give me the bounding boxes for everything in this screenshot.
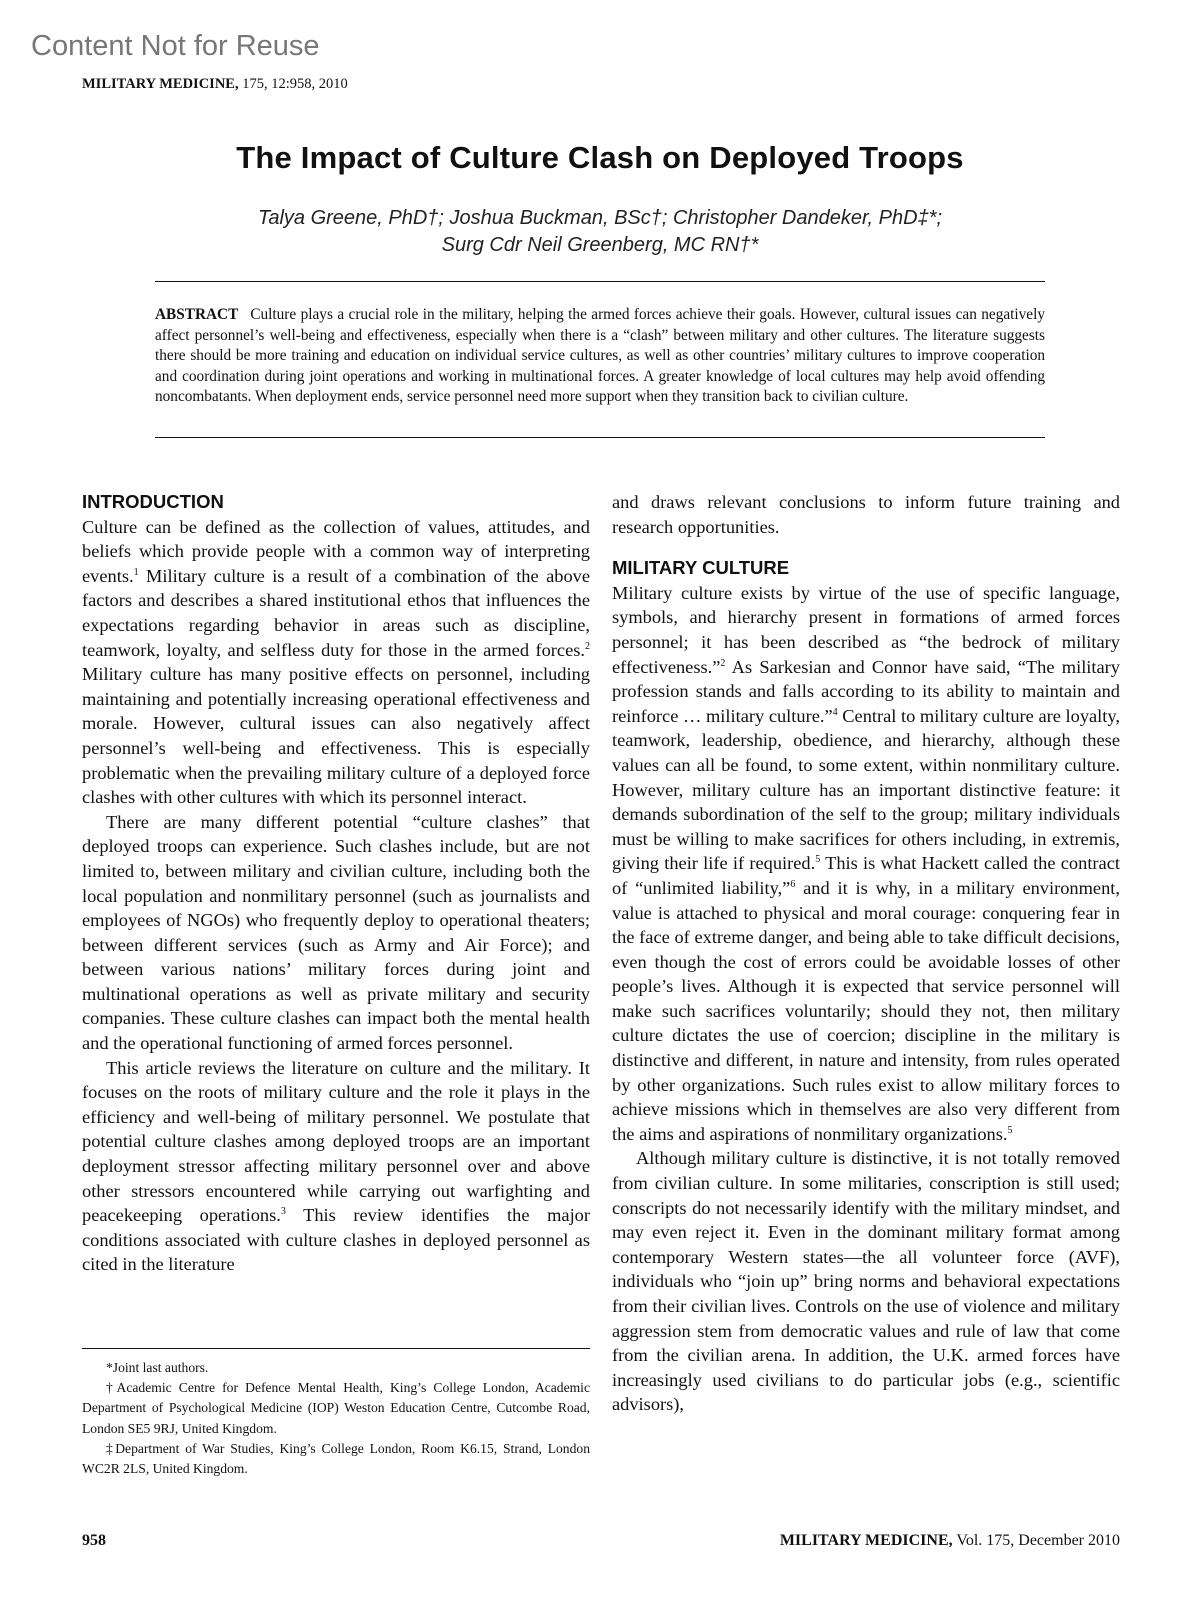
citation-ref: 5 bbox=[815, 854, 821, 866]
military-culture-paragraph-2: Although military culture is distinctive, it is not totally removed from civilian culture. In some militaries, conscription is still used; conscripts do not necessarily identify with the military mindset, and may even reject it. Even in the dominant military format among contemporary Western states—the all volunteer force (AVF), individuals who “join up” bring norms and behavioral expectations from their civilian lives. Controls on the use of violence and military aggression stem from democratic values and rule of law that come from the civilian arena. In addition, the U.K. armed forces have increasingly used civilians to do particular jobs (e.g., scientific advisors), bbox=[612, 1148, 1120, 1415]
section-heading-introduction: INTRODUCTION bbox=[82, 491, 224, 512]
article-title: The Impact of Culture Clash on Deployed Troops bbox=[236, 140, 964, 175]
citation-ref: 6 bbox=[790, 878, 796, 890]
section-heading-military-culture: MILITARY CULTURE bbox=[612, 557, 790, 579]
intro-paragraph-1: Culture can be defined as the collection of values, attitudes, and beliefs which provide people with a common way of interpreting events.$^1$ Military culture is a result of a combination of the above factors and describes a shared institutional ethos that influences the expectations regarding behavior in areas such as discipline, teamwork, loyalty, and selfless duty for those in the armed forces.$^2$ Military culture has many positive effects on personnel, including maintaining and potentially increasing operational effectiveness and morale. However, cultural issues can also negatively affect personnel’s well-being and effectiveness. This is especially problematic when the prevailing military culture of a deployed force clashes with other cultures with which its personnel interact. bbox=[82, 516, 590, 808]
author-line-1: Talya Greene, PhD†; Joshua Buckman, BSc†; Christopher Dandeker, PhD‡*; bbox=[257, 207, 943, 229]
intro-paragraph-3: This article reviews the literature on culture and the military. It focuses on the roots of military culture and the role it plays in the efficiency and well-being of military personnel. We postulate that potential culture clashes among deployed troops are an important deployment stressor affecting military personnel over and above other stressors encountered while carrying out warfighting and peacekeeping operations.$^3$ This review identifies the major conditions associated with culture clashes in deployed personnel as cited in the literature bbox=[82, 1057, 590, 1275]
intro-paragraph-2: There are many different potential “culture clashes” that deployed troops can experience. Such clashes include, but are not limited to, between military and civilian culture, including both the local population and nonmilitary personnel (such as journalists and employees of NGOs) who frequently deploy to operational theaters; between different services (such as Army and Air Force); and between various nations’ military forces during joint and multinational operations as well as private military and security companies. These culture clashes can impact both the mental health and the operational functioning of armed forces personnel. bbox=[82, 811, 590, 1054]
abstract-top-rule bbox=[155, 281, 1045, 282]
intro-paragraph-3-continued: and draws relevant conclusions to inform future training and research opportunities. bbox=[612, 492, 1120, 537]
citation-ref: 4 bbox=[832, 706, 838, 718]
left-column bbox=[82, 490, 590, 1277]
page-number: 958 bbox=[82, 1532, 106, 1549]
footnote-3: ‡Department of War Studies, King’s College London, Room K6.15, Strand, London WC2R 2LS, United Kingdom. bbox=[82, 1440, 590, 1477]
author-line-2: Surg Cdr Neil Greenberg, MC RN†* bbox=[441, 234, 759, 256]
footer-journal-name: MILITARY MEDICINE, bbox=[779, 1532, 953, 1549]
citation-ref: 2 bbox=[585, 640, 590, 652]
citation-ref: 5 bbox=[1007, 1124, 1013, 1136]
abstract-block bbox=[155, 305, 1045, 408]
citation-ref: 2 bbox=[720, 657, 726, 669]
abstract-label: ABSTRACT bbox=[155, 306, 239, 323]
journal-header bbox=[82, 76, 348, 93]
abstract-bottom-rule bbox=[155, 437, 1045, 438]
citation-ref: 1 bbox=[133, 566, 139, 578]
military-culture-paragraph-1: Military culture exists by virtue of the use of specific language, symbols, and hierarchy present in formations of armed forces personnel; it has been described as “the bedrock of military effectiveness.”$^2$ As Sarkesian and Connor have said, “The military profession stands and falls according to its ability to maintain and reinforce … military culture.”$^4$ Central to military culture are loyalty, teamwork, leadership, obedience, and hierarchy, although these values can all be found, to some extent, within nonmilitary culture. However, military culture has an important distinctive feature: it demands subordination of the self to the group; military individuals must be willing to make sacrifices for others including, in extremis, giving their life if required.$^5$ This is what Hackett called the contract of “unlimited liability,”$^6$ and it is why, in a military environment, value is attached to physical and moral courage: conquering fear in the face of extreme danger, and being able to take difficult decisions, even though the cost of errors could be avoidable losses of other people’s lives. Although it is expected that service personnel will make such sacrifices voluntarily; should they not, then military culture dictates the use of coercion; discipline in the military is distinctive and different, in nature and intensity, from rules operated by other organizations. Such rules exist to allow military forces to achieve missions which in themselves are also very different from the aims and aspirations of nonmilitary organizations.$^5$ bbox=[612, 582, 1120, 1144]
abstract-text: Culture plays a crucial role in the military, helping the armed forces achieve their goals. However, cultural issues can negatively affect personnel’s well-being and effectiveness, especially when there is a “clash” between military and other cultures. The literature suggests there should be more training and education on individual service cultures, as well as other countries’ military cultures to improve cooperation and coordination during joint operations and working in multinational forces. A greater knowledge of local cultures may help avoid offending noncombatants. When deployment ends, service personnel need more support when they transition back to civilian culture. bbox=[155, 306, 1045, 405]
right-column bbox=[612, 490, 1120, 1417]
author-list bbox=[0, 205, 1200, 259]
footer-journal bbox=[780, 1532, 1120, 1550]
citation-ref: 3 bbox=[280, 1206, 286, 1218]
watermark-text: Content Not for Reuse bbox=[31, 30, 320, 62]
footnote-2: †Academic Centre for Defence Mental Health, King’s College London, Academic Department of Psychological Medicine (IOP) Weston Education Centre, Cutcombe Road, London SE5 9RJ, United Kingdom. bbox=[82, 1380, 590, 1436]
footer-issue: Vol. 175, December 2010 bbox=[952, 1532, 1120, 1549]
footnote-rule bbox=[82, 1348, 590, 1349]
footnote-1: *Joint last authors. bbox=[106, 1360, 209, 1375]
journal-name: MILITARY MEDICINE, bbox=[82, 76, 239, 92]
journal-citation: 175, 12:958, 2010 bbox=[238, 76, 348, 92]
footnotes bbox=[82, 1358, 590, 1479]
